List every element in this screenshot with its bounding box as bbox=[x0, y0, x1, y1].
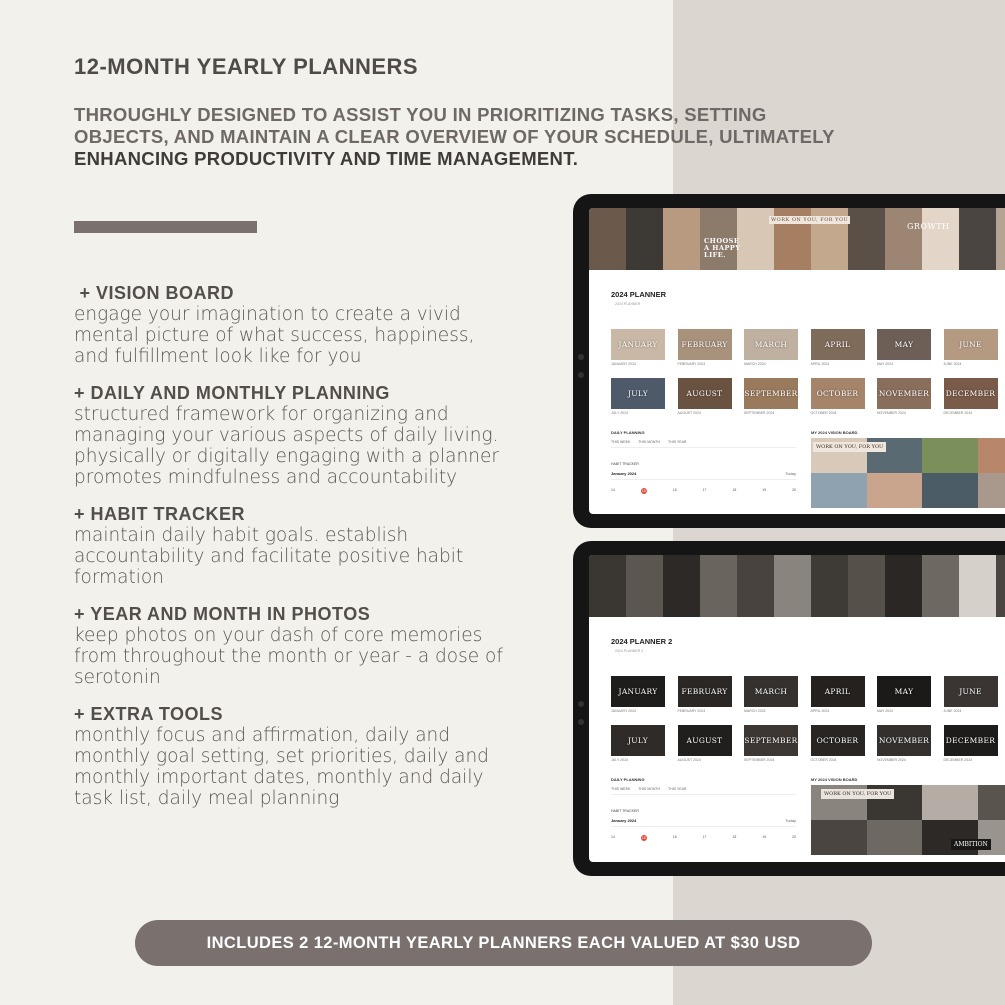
camera-dot bbox=[578, 701, 584, 707]
feature-description: monthly focus and affirmation, daily and monthly goal setting, set priorities, daily and monthly important dates, monthly and daily task list, daily meal planning bbox=[74, 725, 489, 809]
planner-subpage-link[interactable]: 2024 PLANNER bbox=[615, 302, 641, 306]
month-card[interactable]: FEBRUARY FEBRUARY 2024 bbox=[678, 329, 732, 366]
planner-title: 2024 PLANNER 2 bbox=[611, 637, 673, 646]
tab-this-year[interactable]: THIS YEAR bbox=[668, 787, 687, 791]
tab-this-year[interactable]: THIS YEAR bbox=[668, 440, 687, 444]
month-card[interactable]: APRIL APRIL 2024 bbox=[811, 676, 865, 713]
month-card[interactable]: AUGUST AUGUST 2024 bbox=[678, 725, 732, 762]
daily-planning-label: DAILY PLANNING bbox=[611, 777, 645, 782]
month-card[interactable]: FEBRUARY FEBRUARY 2024 bbox=[678, 676, 732, 713]
month-card[interactable]: MARCH MARCH 2024 bbox=[744, 329, 798, 366]
month-card[interactable]: DECEMBER DECEMBER 2024 bbox=[944, 725, 998, 762]
feature-vision-board bbox=[74, 282, 514, 367]
calendar-month: January 2024 bbox=[611, 818, 637, 823]
calendar-week bbox=[611, 488, 796, 494]
intro-text bbox=[74, 104, 914, 170]
value-banner: INCLUDES 2 12-MONTH YEARLY PLANNERS EACH VALUED AT $30 USD bbox=[135, 920, 872, 966]
month-grid bbox=[611, 676, 1005, 762]
planner-title: 2024 PLANNER bbox=[611, 290, 667, 299]
tablet-planner-1 bbox=[573, 194, 1005, 528]
tablet-screen bbox=[589, 555, 1005, 862]
calendar-day[interactable]: 14 bbox=[611, 488, 615, 492]
collage-label: GROWTH bbox=[907, 222, 950, 231]
calendar-day[interactable]: 20 bbox=[792, 835, 796, 839]
feature-extra-tools bbox=[74, 703, 514, 809]
tab-this-week[interactable]: THIS WEEK bbox=[611, 787, 631, 791]
tab-this-week[interactable]: THIS WEEK bbox=[611, 440, 631, 444]
month-card[interactable]: MARCH MARCH 2024 bbox=[744, 676, 798, 713]
daily-tabs bbox=[611, 440, 796, 448]
daily-planning-panel bbox=[611, 430, 796, 508]
tablet-planner-2 bbox=[573, 541, 1005, 876]
month-card[interactable]: OCTOBER OCTOBER 2024 bbox=[811, 725, 865, 762]
planner-intro-text bbox=[611, 309, 1005, 323]
tab-this-month[interactable]: THIS MONTH bbox=[638, 440, 661, 444]
camera-dot bbox=[578, 719, 584, 725]
habit-tracker-label: HABIT TRACKER bbox=[611, 462, 639, 466]
feature-habit-tracker bbox=[74, 503, 514, 588]
month-card[interactable]: SEPTEMBER SEPTEMBER 2024 bbox=[744, 378, 798, 415]
calendar-day[interactable]: 20 bbox=[792, 488, 796, 492]
month-card[interactable]: NOVEMBER NOVEMBER 2024 bbox=[877, 378, 931, 415]
calendar-day-today[interactable]: 15 bbox=[641, 836, 646, 840]
vision-board-panel bbox=[811, 777, 1005, 855]
month-card[interactable]: JANUARY JANUARY 2024 bbox=[611, 676, 665, 713]
calendar-week bbox=[611, 835, 796, 841]
feature-title: + VISION BOARD bbox=[74, 283, 235, 303]
daily-planning-panel bbox=[611, 777, 796, 855]
month-card[interactable]: JULY JULY 2024 bbox=[611, 378, 665, 415]
vision-board-label: MY 2024 VISION BOARD bbox=[811, 430, 858, 435]
feature-description: engage your imagination to create a vivid mental picture of what success, happiness, and fulfillment look like for you bbox=[74, 304, 475, 367]
vision-quote: WORK ON YOU, FOR YOU bbox=[821, 789, 894, 799]
intro-line-2: OBJECTS, AND MAINTAIN A CLEAR OVERVIEW OF YOUR SCHEDULE, ULTIMATELY bbox=[74, 126, 835, 147]
collage-label: WORK ON YOU, FOR YOU bbox=[771, 217, 849, 223]
daily-planning-label: DAILY PLANNING bbox=[611, 430, 645, 435]
feature-daily-monthly-planning bbox=[74, 382, 514, 488]
feature-title: + DAILY AND MONTHLY PLANNING bbox=[74, 383, 390, 403]
feature-description: structured framework for organizing and managing your various aspects of daily living. physically or digitally engaging with a planner promotes mindfulness and accountability bbox=[74, 404, 499, 488]
month-card[interactable]: MAY MAY 2024 bbox=[877, 329, 931, 366]
calendar-day[interactable]: 19 bbox=[762, 835, 767, 839]
today-button[interactable]: Today bbox=[785, 471, 796, 476]
intro-line-3: ENHANCING PRODUCTIVITY AND TIME MANAGEMENT. bbox=[74, 148, 579, 169]
calendar-month: January 2024 bbox=[611, 471, 637, 476]
month-card[interactable]: SEPTEMBER SEPTEMBER 2024 bbox=[744, 725, 798, 762]
feature-list bbox=[74, 282, 514, 824]
vision-word: AMBITION bbox=[951, 839, 991, 850]
calendar-day-today[interactable]: 15 bbox=[641, 489, 646, 493]
vision-quote: WORK ON YOU, FOR YOU bbox=[813, 442, 886, 452]
month-grid bbox=[611, 329, 1005, 415]
calendar-day[interactable]: 18 bbox=[732, 488, 737, 492]
month-card[interactable]: JANUARY JANUARY 2024 bbox=[611, 329, 665, 366]
month-card[interactable]: JULY JULY 2024 bbox=[611, 725, 665, 762]
lower-section bbox=[589, 777, 1005, 855]
feature-description: maintain daily habit goals. establish accountability and facilitate positive habit formation bbox=[74, 525, 464, 588]
calendar-day[interactable]: 19 bbox=[762, 488, 767, 492]
planner-subpage-link[interactable]: 2024 PLANNER 2 bbox=[615, 649, 644, 653]
month-card[interactable]: NOVEMBER NOVEMBER 2024 bbox=[877, 725, 931, 762]
feature-description: keep photos on your dash of core memories from throughout the month or year - a dose of serotonin bbox=[74, 625, 503, 688]
month-card[interactable]: AUGUST AUGUST 2024 bbox=[678, 378, 732, 415]
feature-year-month-photos bbox=[74, 603, 514, 688]
vision-collage-header bbox=[589, 555, 1005, 617]
month-card[interactable]: JUNE JUNE 2024 bbox=[944, 676, 998, 713]
calendar-day[interactable]: 16 bbox=[672, 488, 677, 492]
calendar-header bbox=[611, 818, 796, 827]
habit-tracker-label: HABIT TRACKER bbox=[611, 809, 639, 813]
daily-tabs bbox=[611, 787, 796, 795]
month-card[interactable]: JUNE JUNE 2024 bbox=[944, 329, 998, 366]
tablet-screen bbox=[589, 208, 1005, 514]
calendar-day[interactable]: 16 bbox=[672, 835, 677, 839]
divider-bar bbox=[74, 221, 257, 233]
today-button[interactable]: Today bbox=[785, 818, 796, 823]
month-card[interactable]: MAY MAY 2024 bbox=[877, 676, 931, 713]
month-card[interactable]: OCTOBER OCTOBER 2024 bbox=[811, 378, 865, 415]
calendar-day[interactable]: 14 bbox=[611, 835, 615, 839]
calendar-day[interactable]: 17 bbox=[702, 835, 707, 839]
vision-board-panel bbox=[811, 430, 1005, 508]
intro-line-1: THROUGHLY DESIGNED TO ASSIST YOU IN PRIORITIZING TASKS, SETTING bbox=[74, 104, 767, 125]
feature-title: + YEAR AND MONTH IN PHOTOS bbox=[74, 604, 371, 624]
feature-title: + EXTRA TOOLS bbox=[74, 704, 224, 724]
feature-title: + HABIT TRACKER bbox=[74, 504, 246, 524]
calendar-header bbox=[611, 471, 796, 480]
vision-board-label: MY 2024 VISION BOARD bbox=[811, 777, 858, 782]
lower-section bbox=[589, 430, 1005, 508]
calendar-day[interactable]: 18 bbox=[732, 835, 737, 839]
calendar-day[interactable]: 17 bbox=[702, 488, 707, 492]
tab-this-month[interactable]: THIS MONTH bbox=[638, 787, 661, 791]
month-card[interactable]: DECEMBER DECEMBER 2024 bbox=[944, 378, 998, 415]
collage-label: CHOOSE A HAPPY LIFE. bbox=[704, 237, 741, 259]
planner-intro-text bbox=[611, 656, 1005, 670]
month-card[interactable]: APRIL APRIL 2024 bbox=[811, 329, 865, 366]
camera-dot bbox=[578, 354, 584, 360]
camera-dot bbox=[578, 372, 584, 378]
page-heading: 12-MONTH YEARLY PLANNERS bbox=[74, 54, 419, 79]
